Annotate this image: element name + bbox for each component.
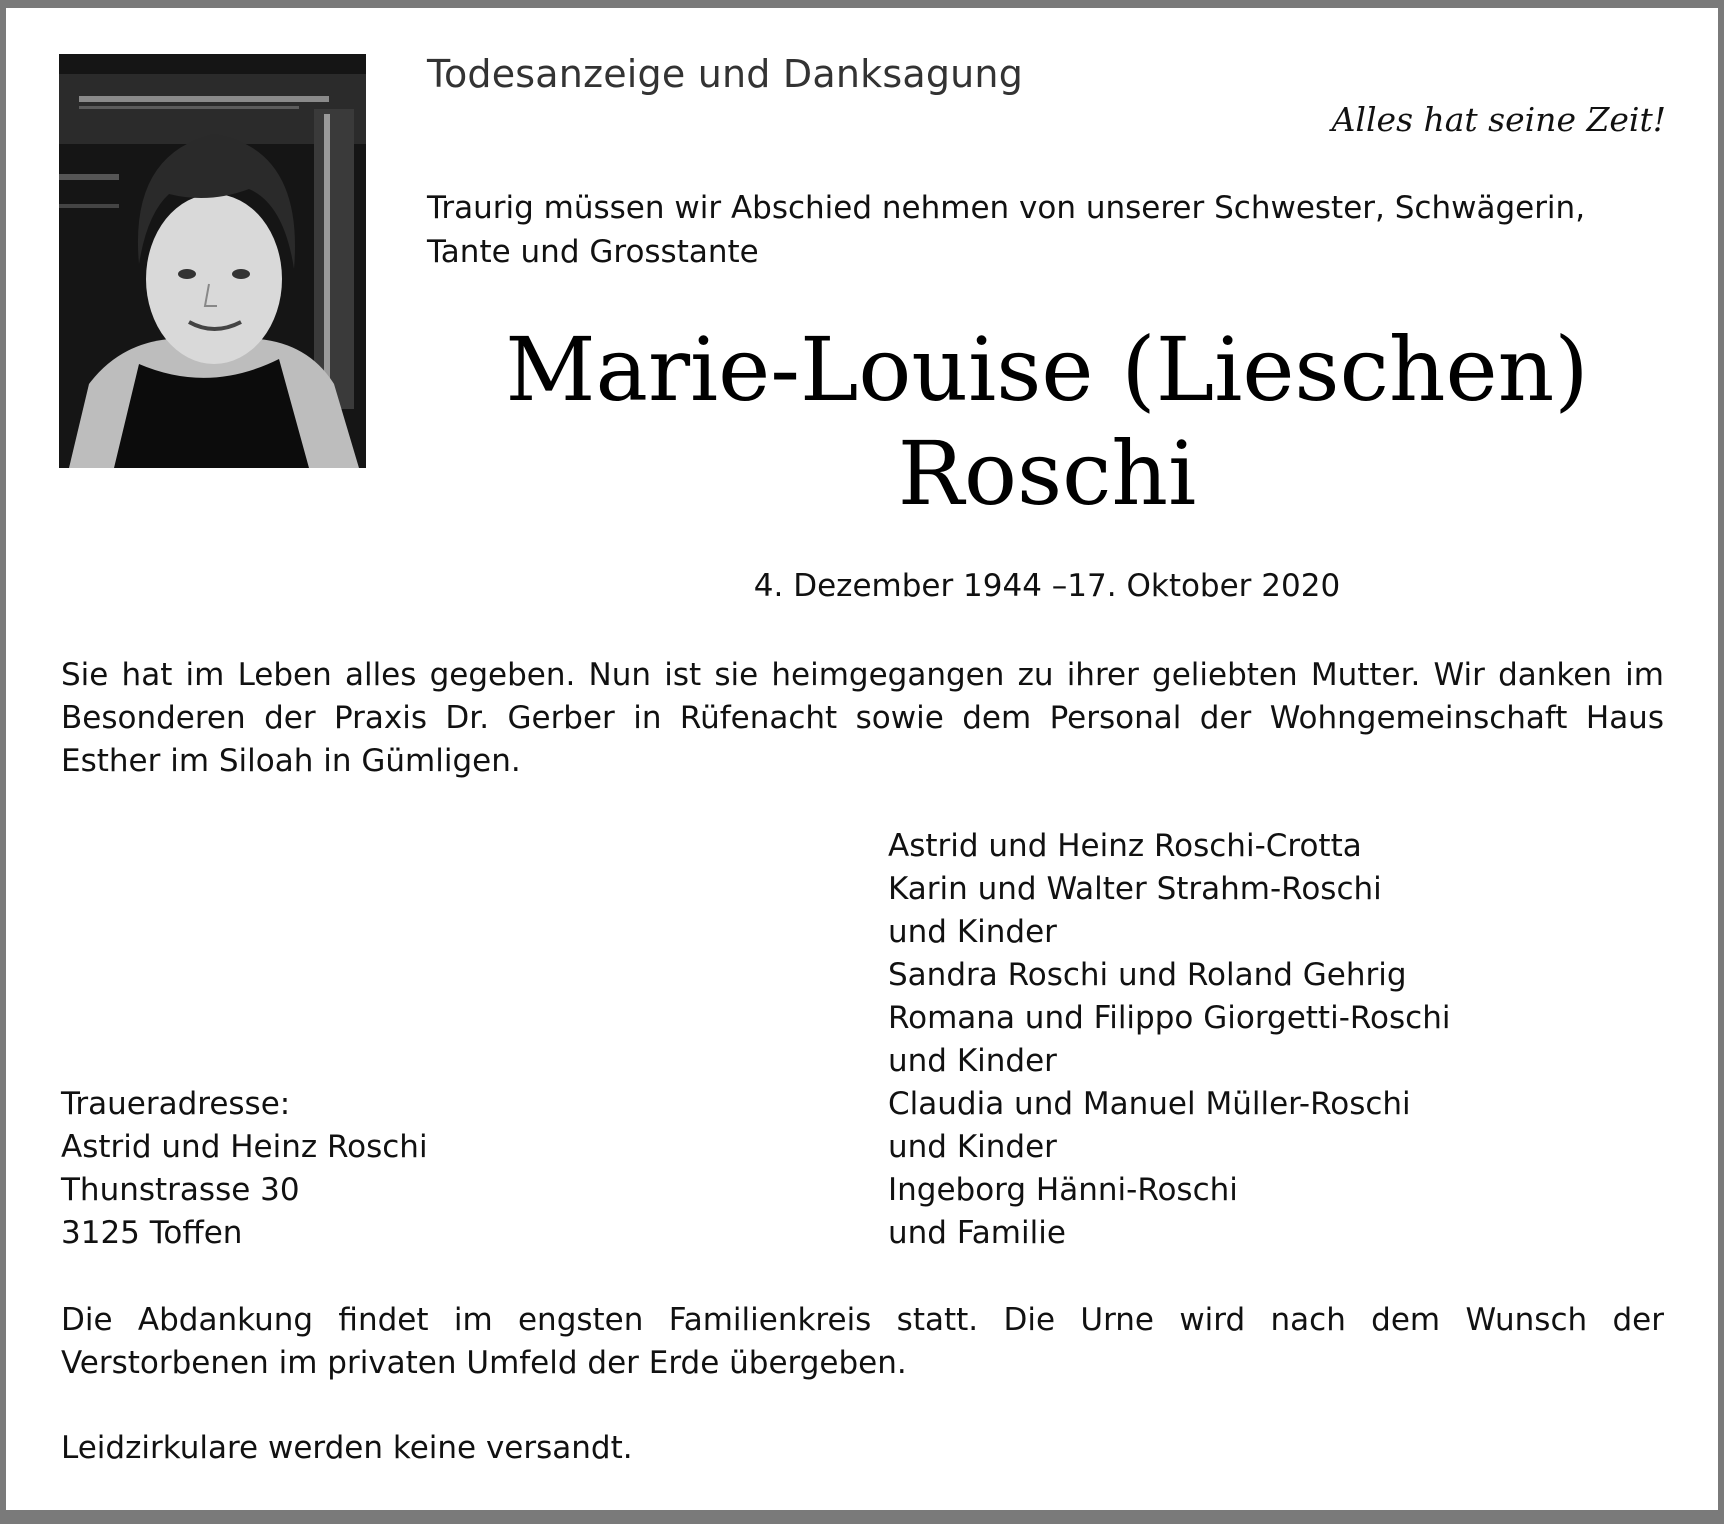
notice-heading: Todesanzeige und Danksagung [427,52,1024,96]
mourner-line: Claudia und Manuel Müller-Roschi [888,1086,1411,1122]
mourner-line: und Kinder [888,1043,1057,1079]
mourner-line: und Kinder [888,1129,1057,1165]
mourner-line: Sandra Roschi und Roland Gehrig [888,957,1407,993]
mourner-line: Astrid und Heinz Roschi-Crotta [888,828,1362,864]
ceremony-paragraph: Die Abdankung findet im engsten Familienkreis statt. Die Urne wird nach dem Wunsch der Verstorbenen im privaten Umfeld der Erde übergeben. [61,1302,1664,1381]
address-city: 3125 Toffen [61,1215,243,1251]
address-label: Traueradresse: [61,1086,291,1122]
intro-text: Traurig müssen wir Abschied nehmen von unserer Schwester, Schwägerin, Tante und Grosstante [427,190,1586,270]
mourner-line: Romana und Filippo Giorgetti-Roschi [888,1000,1451,1036]
notice-paragraph: Leidzirkulare werden keine versandt. [61,1430,633,1466]
mourners-list [888,825,1450,1255]
mourner-line: Karin und Walter Strahm-Roschi [888,871,1382,907]
life-dates: 4. Dezember 1944 –17. Oktober 2020 [753,568,1341,604]
motto: Alles hat seine Zeit! [1331,100,1666,139]
deceased-name [427,318,1667,526]
address-street: Thunstrasse 30 [61,1172,300,1208]
gratitude-paragraph: Sie hat im Leben alles gegeben. Nun ist sie heimgegangen zu ihrer geliebten Mutter. Wir danken im Besonderen der Praxis Dr. Gerber in Rüfenacht sowie dem Personal der Wohngemeinschaft Haus Esther im Siloah in Gümligen. [61,657,1664,779]
deceased-name-line2: Roschi [897,422,1197,525]
portrait-photo [59,54,366,468]
mourner-line: und Kinder [888,914,1057,950]
mourner-line: Ingeborg Hänni-Roschi [888,1172,1238,1208]
address-name: Astrid und Heinz Roschi [61,1129,428,1165]
mourner-line: und Familie [888,1215,1066,1251]
mourning-address [61,1083,428,1255]
deceased-name-line1: Marie-Louise (Lieschen) [505,318,1589,421]
